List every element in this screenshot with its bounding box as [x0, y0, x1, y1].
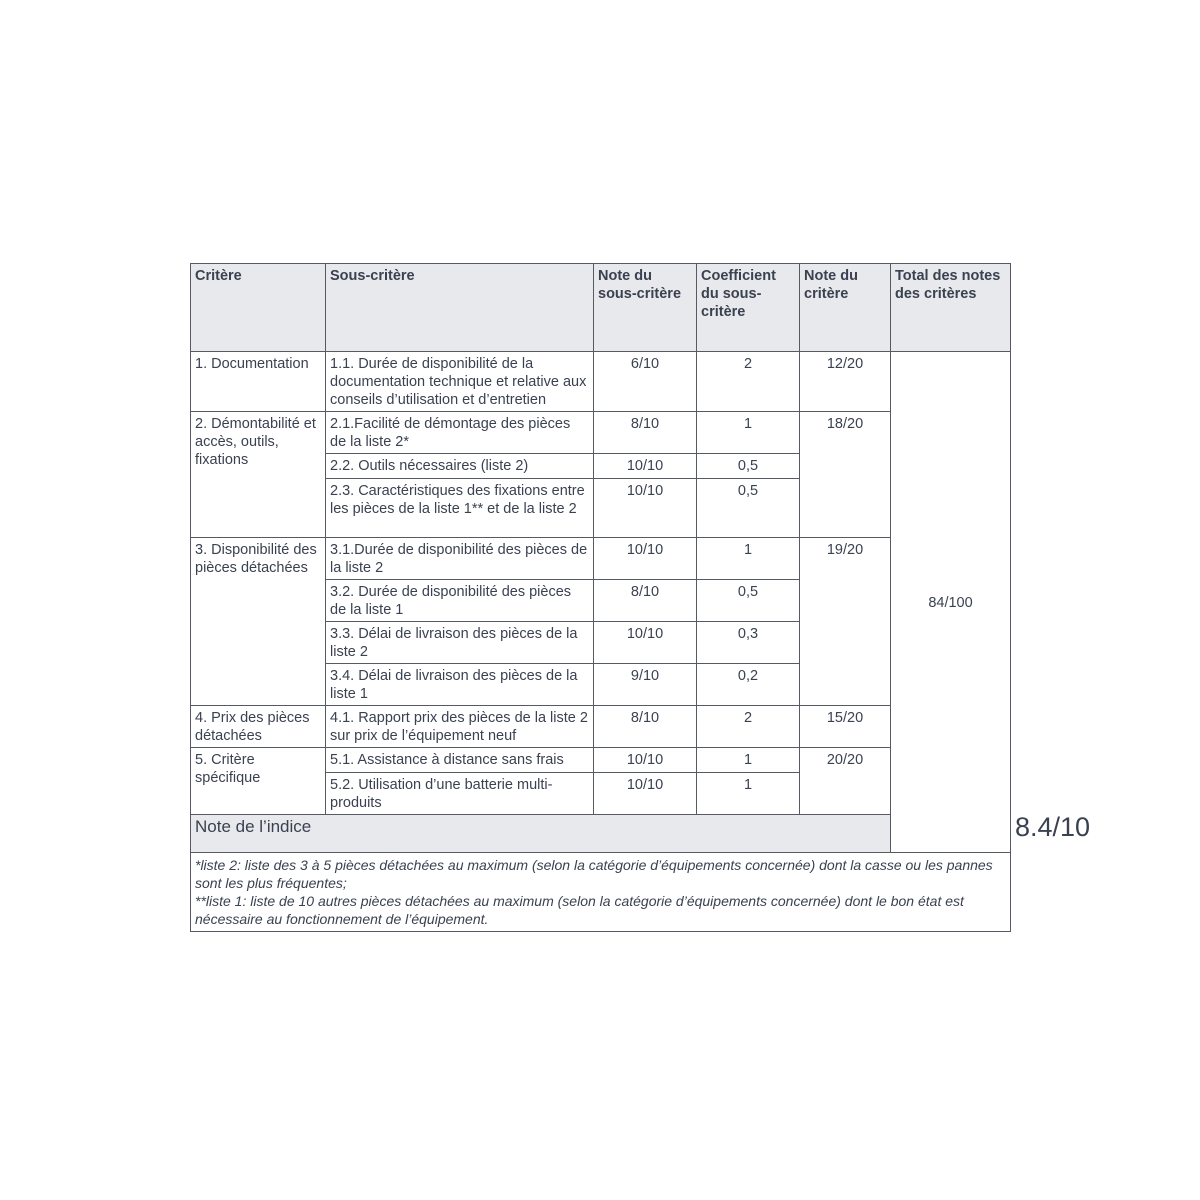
- header-total: Total des notes des critères: [891, 264, 1011, 352]
- subcriterion-note: 10/10: [594, 622, 697, 664]
- table-row: [191, 538, 1011, 580]
- index-label: Note de l’indice: [191, 815, 891, 853]
- subcriterion-coefficient: 0,2: [697, 664, 800, 706]
- subcriterion-label: 5.1. Assistance à distance sans frais: [326, 748, 594, 773]
- table-row: [191, 748, 1011, 773]
- criterion-note: 20/20: [800, 748, 891, 815]
- total-score: 84/100: [891, 352, 1011, 853]
- subcriterion-coefficient: 0,5: [697, 479, 800, 538]
- subcriterion-coefficient: 1: [697, 412, 800, 454]
- criterion-note: 15/20: [800, 706, 891, 748]
- criterion-label: 2. Démontabilité et accès, outils, fixations: [191, 412, 326, 538]
- header-sous-critere: Sous-critère: [326, 264, 594, 352]
- subcriterion-coefficient: 1: [697, 748, 800, 773]
- footnote-liste-2: *liste 2: liste des 3 à 5 pièces détachées au maximum (selon la catégorie d’équipements concernée) dont la casse ou les pannes sont les plus fréquentes;: [195, 857, 993, 891]
- subcriterion-note: 10/10: [594, 454, 697, 479]
- subcriterion-note: 10/10: [594, 773, 697, 815]
- subcriterion-note: 8/10: [594, 706, 697, 748]
- header-note-critere: Note du critère: [800, 264, 891, 352]
- subcriterion-label: 1.1. Durée de disponibilité de la documentation technique et relative aux conseils d’utilisation et d’entretien: [326, 352, 594, 412]
- subcriterion-note: 8/10: [594, 580, 697, 622]
- criterion-label: 5. Critère spécifique: [191, 748, 326, 815]
- subcriterion-note: 9/10: [594, 664, 697, 706]
- subcriterion-note: 10/10: [594, 748, 697, 773]
- subcriterion-coefficient: 1: [697, 773, 800, 815]
- index-row: Note de l’indice 8.4/10: [191, 815, 1011, 853]
- criterion-label: 4. Prix des pièces détachées: [191, 706, 326, 748]
- footnotes: [191, 853, 1011, 932]
- subcriterion-note: 8/10: [594, 412, 697, 454]
- subcriterion-label: 5.2. Utilisation d’une batterie multi-produits: [326, 773, 594, 815]
- subcriterion-label: 2.2. Outils nécessaires (liste 2): [326, 454, 594, 479]
- table-row: [191, 352, 1011, 412]
- criterion-note: 12/20: [800, 352, 891, 412]
- subcriterion-note: 10/10: [594, 538, 697, 580]
- repairability-score-table: [190, 263, 1091, 932]
- subcriterion-note: 6/10: [594, 352, 697, 412]
- subcriterion-coefficient: 2: [697, 352, 800, 412]
- criterion-note: 19/20: [800, 538, 891, 706]
- header-coefficient: Coefficient du sous-critère: [697, 264, 800, 352]
- subcriterion-label: 3.3. Délai de livraison des pièces de la liste 2: [326, 622, 594, 664]
- header-critere: Critère: [191, 264, 326, 352]
- table-row: [191, 706, 1011, 748]
- subcriterion-coefficient: 0,5: [697, 580, 800, 622]
- table-header-row: [191, 264, 1011, 352]
- criterion-label: 3. Disponibilité des pièces détachées: [191, 538, 326, 706]
- footnotes-row: [191, 853, 1011, 932]
- criterion-note: 18/20: [800, 412, 891, 538]
- subcriterion-label: 2.3. Caractéristiques des fixations entre les pièces de la liste 1** et de la liste 2: [326, 479, 594, 538]
- header-note-sous-critere: Note du sous-critère: [594, 264, 697, 352]
- subcriterion-label: 3.1.Durée de disponibilité des pièces de la liste 2: [326, 538, 594, 580]
- subcriterion-label: 3.2. Durée de disponibilité des pièces de la liste 1: [326, 580, 594, 622]
- subcriterion-coefficient: 0,5: [697, 454, 800, 479]
- subcriterion-note: 10/10: [594, 479, 697, 538]
- subcriterion-coefficient: 2: [697, 706, 800, 748]
- subcriterion-label: 3.4. Délai de livraison des pièces de la liste 1: [326, 664, 594, 706]
- table-row: [191, 412, 1011, 454]
- subcriterion-coefficient: 1: [697, 538, 800, 580]
- subcriterion-label: 4.1. Rapport prix des pièces de la liste 2 sur prix de l’équipement neuf: [326, 706, 594, 748]
- criterion-label: 1. Documentation: [191, 352, 326, 412]
- subcriterion-coefficient: 0,3: [697, 622, 800, 664]
- footnote-liste-1: **liste 1: liste de 10 autres pièces détachées au maximum (selon la catégorie d’équipements concernée) dont le bon état est nécessaire au fonctionnement de l’équipement.: [195, 893, 964, 927]
- subcriterion-label: 2.1.Facilité de démontage des pièces de la liste 2*: [326, 412, 594, 454]
